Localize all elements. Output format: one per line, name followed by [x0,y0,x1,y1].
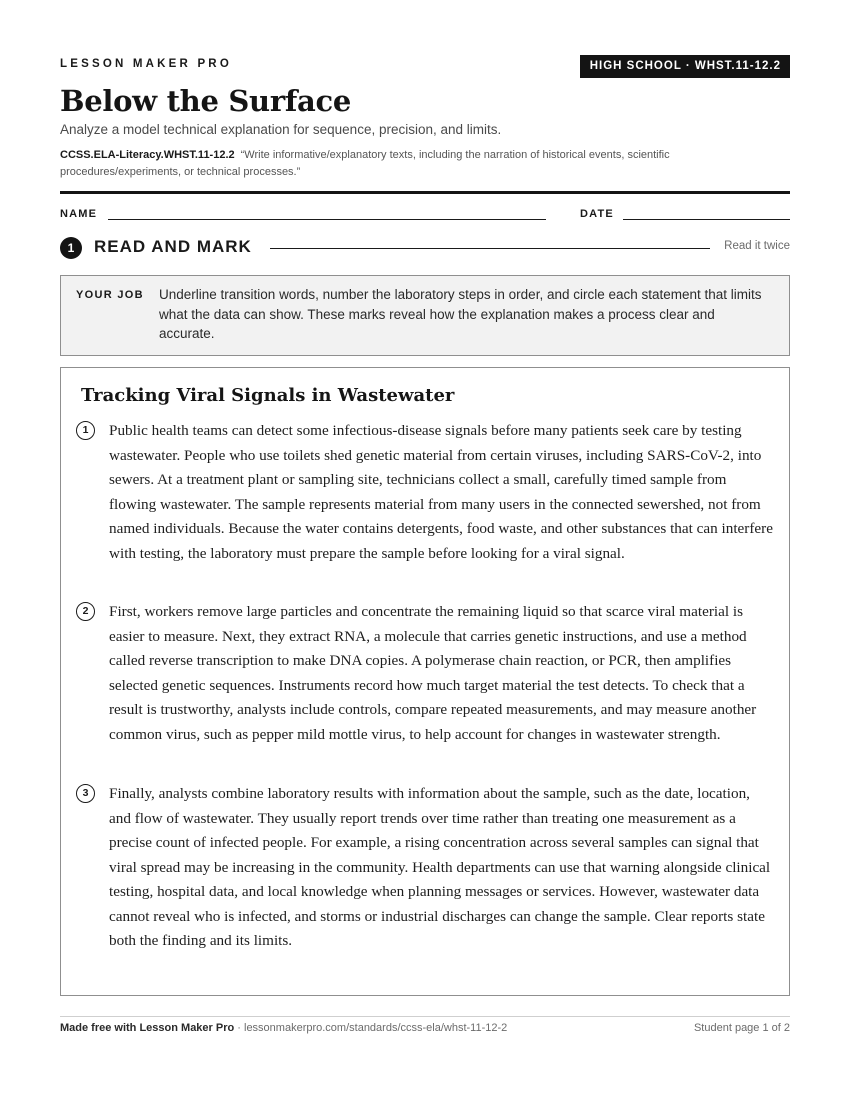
instructions-text: Underline transition words, number the laboratory steps in order, and circle each statement that limits what the data can show. These marks reveal how the explanation makes a process clear and accurate. [159,287,762,341]
section-note: Read it twice [724,240,790,252]
paragraph-number: 3 [76,784,95,803]
student-fields [60,207,790,223]
paragraph-text: Public health teams can detect some infectious-disease signals before many patients seek care by testing wastewater. People who use toilets shed genetic material from certain viruses, including SARS-CoV-2, into sewers. At a treatment plant or sampling site, technicians collect a small, carefully timed sample from flowing wastewater. The sample represents material from many users in the connected sewershed, not from named individuals. Because the water contains detergents, food waste, and other substances that can interfere with testing, the laboratory must prepare the sample before looking for a viral signal. [109,422,773,562]
name-label: NAME [60,208,98,220]
grade-standard-badge: HIGH SCHOOL · WHST.11-12.2 [580,55,790,78]
page-title: Below the Surface [60,84,351,118]
section-title: READ AND MARK [94,237,252,256]
standard-code: CCSS.ELA-Literacy.WHST.11-12.2 [60,149,235,161]
page-footer [60,1022,790,1034]
paragraph-text: Finally, analysts combine laboratory results with information about the sample, such as the date, location, and flow of wastewater. They usually report trends over time rather than treating one measurement as a precise count of infected people. For example, a rising concentration across several samples can signal that viral spread may be increasing in the community. Health departments can use that warning alongside clinical testing, hospital data, and local knowledge when planning messages or services. However, wastewater data cannot reveal who is infected, and storms or industrial discharges can change the sample. Clear reports state both the finding and its limits. [109,785,771,949]
footer-divider [60,1016,790,1017]
top-bar [60,55,790,79]
section-number-badge: 1 [60,237,82,259]
section-heading [60,236,790,260]
date-label: DATE [580,208,614,220]
reading-passage [60,367,790,996]
paragraph-number: 1 [76,421,95,440]
passage-title: Tracking Viral Signals in Wastewater [81,385,455,406]
section-rule [270,248,710,249]
standard-text: “Write informative/explanatory texts, including the narration of historical events, scientific procedures/experiments, or technical processes.” [60,149,670,178]
instructions-box [60,275,790,356]
date-field[interactable] [623,219,790,220]
footer-url[interactable]: · lessonmakerpro.com/standards/ccss-ela/whst-11-12-2 [234,1022,508,1034]
paragraph-text: First, workers remove large particles and concentrate the remaining liquid so that scarce viral material is easier to measure. Next, they extract RNA, a molecule that carries genetic instructions, and use a method called reverse transcription to make DNA copies. A polymerase chain reaction, or PCR, then amplifies selected genetic sequences. Instruments record how much target material the test detects. To check that a result is trustworthy, analysts include controls, compare repeated measurements, and may measure another common virus, such as pepper mild mottle virus, to help account for changes in wastewater strength. [109,603,757,743]
page-number: Student page 1 of 2 [693,1022,790,1034]
name-field[interactable] [108,219,546,220]
instructions-label: YOUR JOB [76,289,144,301]
header-divider [60,191,790,194]
brand-name: LESSON MAKER PRO [60,58,232,70]
standard-reference [60,147,760,181]
footer-credit: Made free with Lesson Maker Pro [60,1022,235,1034]
page-subtitle: Analyze a model technical explanation for sequence, precision, and limits. [60,122,502,137]
paragraph-number: 2 [76,602,95,621]
